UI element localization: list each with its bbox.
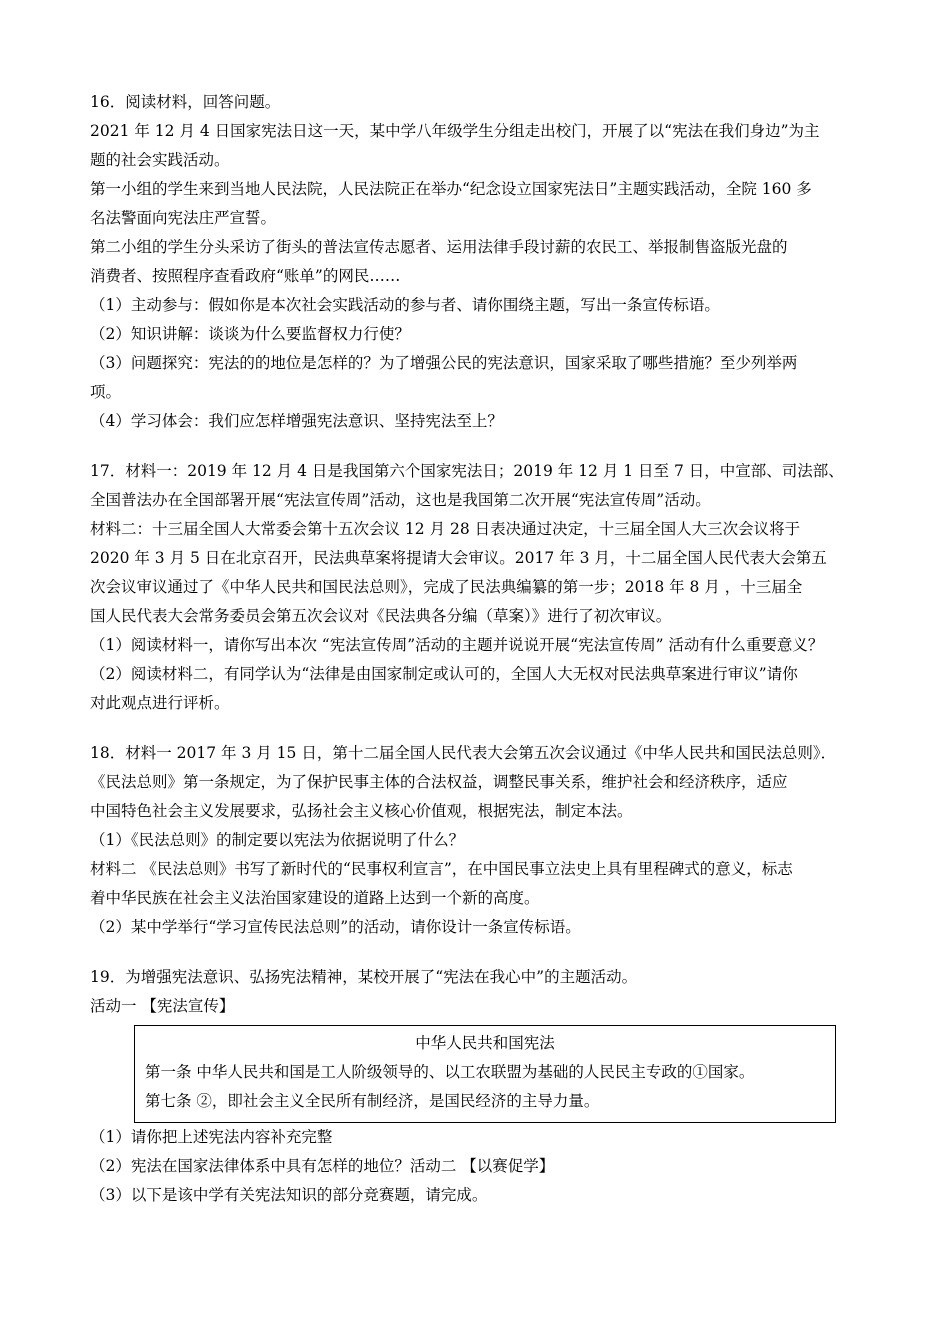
constitution-article-7: 第七条 ②，即社会主义全民所有制经济，是国民经济的主导力量。 [145,1092,600,1110]
q16-line: 题的社会实践活动。 [90,151,230,169]
q18-heading: 18．材料一 2017 年 3 月 15 日，第十二届全国人民代表大会第五次会议通过《中华人民共和国民法总则》． [90,744,837,762]
q17-line: 材料二：十三届全国人大常委会第十五次会议 12 月 28 日表决通过决定，十三届全国人大三次会议将于 [90,520,801,538]
q16-line: 名法警面向宪法庄严宣誓。 [90,209,277,227]
question-17 [90,457,880,718]
q17-line: 次会议审议通过了《中华人民共和国民法总则》，完成了民法典编纂的第一步；2018 年 8 月 ，十三届全 [90,578,803,596]
q19-subquestion-3: （3）以下是该中学有关宪法知识的部分竞赛题，请完成。 [90,1186,488,1204]
q17-line: 国人民代表大会常务委员会第五次会议对《民法典各分编（草案）》进行了初次审议。 [90,607,672,625]
q18-line: 着中华民族在社会主义法治国家建设的道路上达到一个新的高度。 [90,889,540,907]
constitution-title: 中华人民共和国宪法 [415,1034,555,1052]
question-16 [90,88,880,436]
q16-line: 第二小组的学生分头采访了街头的普法宣传志愿者、运用法律手段讨薪的农民工、举报制售盗版光盘的 [90,238,788,256]
q16-line: 项。 [90,383,122,401]
q16-subquestion-3: （3）问题探究：宪法的的地位是怎样的？为了增强公民的宪法意识，国家采取了哪些措施？至少列举两 [90,354,798,372]
q16-line: 消费者、按照程序查看政府“账单”的网民…… [90,267,401,285]
q16-heading: 16．阅读材料，回答问题。 [90,93,281,111]
q19-heading: 19．为增强宪法意识、弘扬宪法精神，某校开展了“宪法在我心中”的主题活动。 [90,968,638,986]
q18-subquestion-1: （1）《民法总则》的制定要以宪法为依据说明了什么？ [90,831,465,849]
q16-line: 2021 年 12 月 4 日国家宪法日这一天，某中学八年级学生分组走出校门，开展了以“宪法在我们身边”为主 [90,122,820,140]
constitution-excerpt-box [134,1025,836,1123]
spacer [90,942,880,963]
q16-line: 第一小组的学生来到当地人民法院，人民法院正在举办“纪念设立国家宪法日”主题实践活动，全院 160 多 [90,180,812,198]
q17-subquestion-1: （1）阅读材料一，请你写出本次 “宪法宣传周”活动的主题并说说开展“宪法宣传周” 活动有什么重要意义？ [90,636,824,654]
q18-line: 材料二 《民法总则》书写了新时代的“民事权利宣言”，在中国民事立法史上具有里程碑式的意义，标志 [90,860,793,878]
q18-line: 《民法总则》第一条规定，为了保护民事主体的合法权益，调整民事关系，维护社会和经济秩序，适应 [90,773,788,791]
q17-subquestion-2: （2）阅读材料二，有同学认为“法律是由国家制定或认可的，全国人大无权对民法典草案进行审议”请你 [90,665,798,683]
question-18 [90,739,880,942]
q18-subquestion-2: （2）某中学举行“学习宣传民法总则”的活动，请你设计一条宣传标语。 [90,918,581,936]
q16-subquestion-1: （1）主动参与：假如你是本次社会实践活动的参与者、请你围绕主题，写出一条宣传标语。 [90,296,720,314]
document-page [90,88,880,1210]
q19-subquestion-2: （2）宪法在国家法律体系中具有怎样的地位？活动二 【以赛促学】 [90,1157,555,1175]
q17-line: 2020 年 3 月 5 日在北京召开，民法典草案将提请大会审议。2017 年 3 月，十二届全国人民代表大会第五 [90,549,827,567]
q17-line: 对此观点进行评析。 [90,694,230,712]
question-19 [90,963,880,1210]
q17-line: 全国普法办在全国部署开展“宪法宣传周”活动，这也是我国第二次开展“宪法宣传周”活动。 [90,491,711,509]
spacer [90,718,880,739]
constitution-article-1: 第一条 中华人民共和国是工人阶级领导的、以工农联盟为基础的人民民主专政的①国家。 [145,1063,755,1081]
spacer [90,436,880,457]
q16-subquestion-2: （2）知识讲解：谈谈为什么要监督权力行使？ [90,325,410,343]
q17-heading: 17．材料一：2019 年 12 月 4 日是我国第六个国家宪法日；2019 年 12 月 1 日至 7 日，中宣部、司法部、 [90,462,844,480]
q18-line: 中国特色社会主义发展要求，弘扬社会主义核心价值观，根据宪法，制定本法。 [90,802,633,820]
q19-subquestion-1: （1）请你把上述宪法内容补充完整 [90,1128,333,1146]
q19-activity-1-label: 活动一 【宪法宣传】 [90,997,235,1015]
q16-subquestion-4: （4）学习体会：我们应怎样增强宪法意识、坚持宪法至上？ [90,412,503,430]
